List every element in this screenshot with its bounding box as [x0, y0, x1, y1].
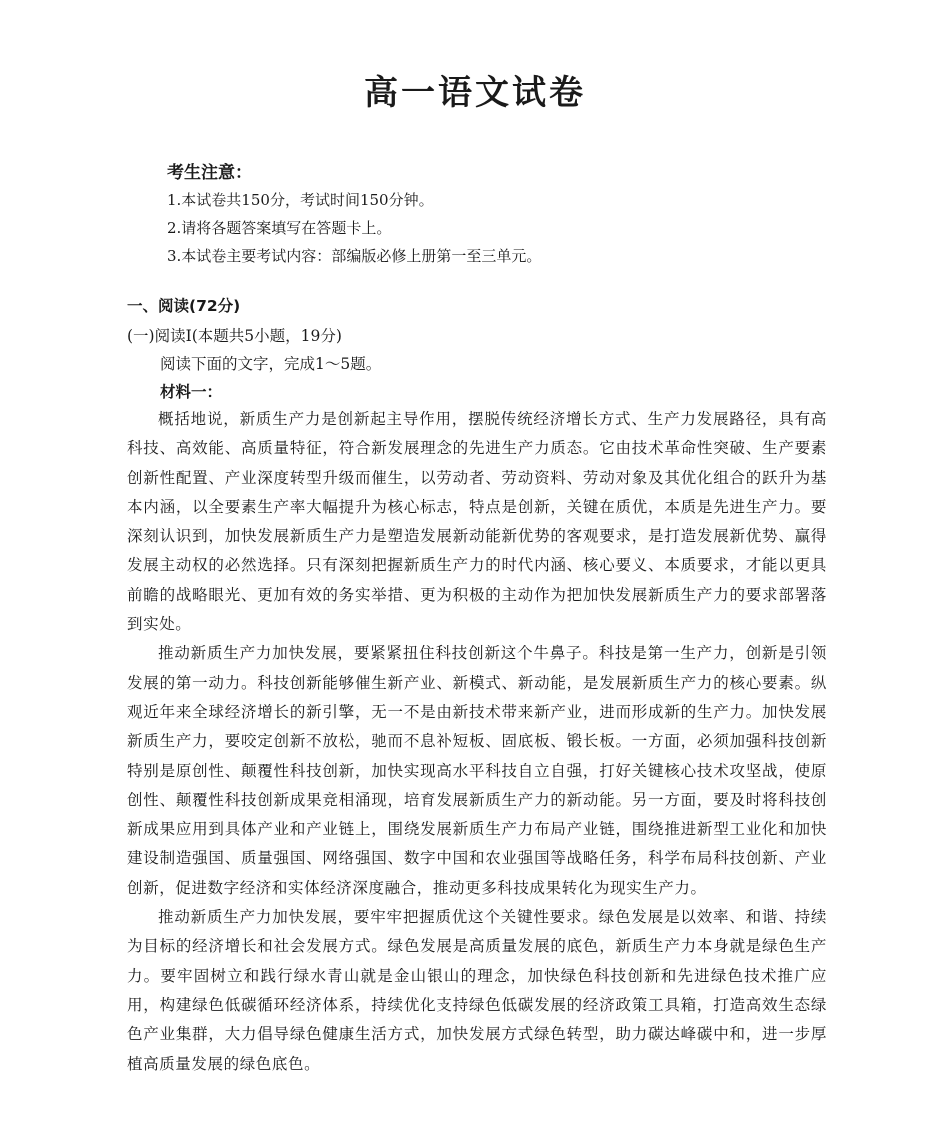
reading-article: [127, 405, 827, 1079]
reading-instruction: 阅读下面的文字，完成1～5题。: [160, 355, 382, 373]
article-paragraph: 推动新质生产力加快发展，要紧紧扭住科技创新这个牛鼻子。科技是第一生产力，创新是引领发展的第一动力。科技创新能够催生新产业、新模式、新动能，是发展新质生产力的核心要素。纵观近年来全球经济增长的新引擎，无一不是由新技术带来新产业，进而形成新的生产力。加快发展新质生产力，要咬定创新不放松，驰而不息补短板、固底板、锻长板。一方面，必须加强科技创新特别是原创性、颠覆性科技创新，加快实现高水平科技自立自强，打好关键核心技术攻坚战，使原创性、颠覆性科技创新成果竞相涌现，培育发展新质生产力的新动能。另一方面，要及时将科技创新成果应用到具体产业和产业链上，围绕发展新质生产力布局产业链，围绕推进新型工业化和加快建设制造强国、质量强国、网络强国、数字中国和农业强国等战略任务，科学布局科技创新、产业创新，促进数字经济和实体经济深度融合，推动更多科技成果转化为现实生产力。: [127, 644, 827, 897]
notice-item: 1.本试卷共150分，考试时间150分钟。: [167, 191, 434, 209]
section-title: 一、阅读(72分): [127, 297, 241, 315]
notice-item: 2.请将各题答案填写在答题卡上。: [167, 219, 392, 237]
material-label: 材料一：: [160, 383, 223, 401]
notice-heading: 考生注意：: [167, 163, 252, 183]
exam-title: 高一语文试卷: [364, 73, 586, 113]
article-paragraph: 推动新质生产力加快发展，要牢牢把握质优这个关键性要求。绿色发展是以效率、和谐、持续为目标的经济增长和社会发展方式。绿色发展是高质量发展的底色，新质生产力本身就是绿色生产力。要牢固树立和践行绿水青山就是金山银山的理念，加快绿色科技创新和先进绿色技术推广应用，构建绿色低碳循环经济体系，持续优化支持绿色低碳发展的经济政策工具箱，打造高效生态绿色产业集群，大力倡导绿色健康生活方式，加快发展方式绿色转型，助力碳达峰碳中和，进一步厚植高质量发展的绿色底色。: [127, 908, 827, 1073]
article-paragraph: 概括地说，新质生产力是创新起主导作用，摆脱传统经济增长方式、生产力发展路径，具有高科技、高效能、高质量特征，符合新发展理念的先进生产力质态。它由技术革命性突破、生产要素创新性配置、产业深度转型升级而催生，以劳动者、劳动资料、劳动对象及其优化组合的跃升为基本内涵，以全要素生产率大幅提升为核心标志，特点是创新，关键在质优，本质是先进生产力。要深刻认识到，加快发展新质生产力是塑造发展新动能新优势的客观要求，是打造发展新优势、赢得发展主动权的必然选择。只有深刻把握新质生产力的时代内涵、核心要义、本质要求，才能以更具前瞻的战略眼光、更加有效的务实举措、更为积极的主动作为把加快发展新质生产力的要求部署落到实处。: [127, 410, 827, 634]
subsection-title: (一)阅读Ⅰ(本题共5小题，19分): [127, 327, 342, 345]
notice-item: 3.本试卷主要考试内容：部编版必修上册第一至三单元。: [167, 247, 542, 265]
notice-list: [167, 186, 541, 270]
